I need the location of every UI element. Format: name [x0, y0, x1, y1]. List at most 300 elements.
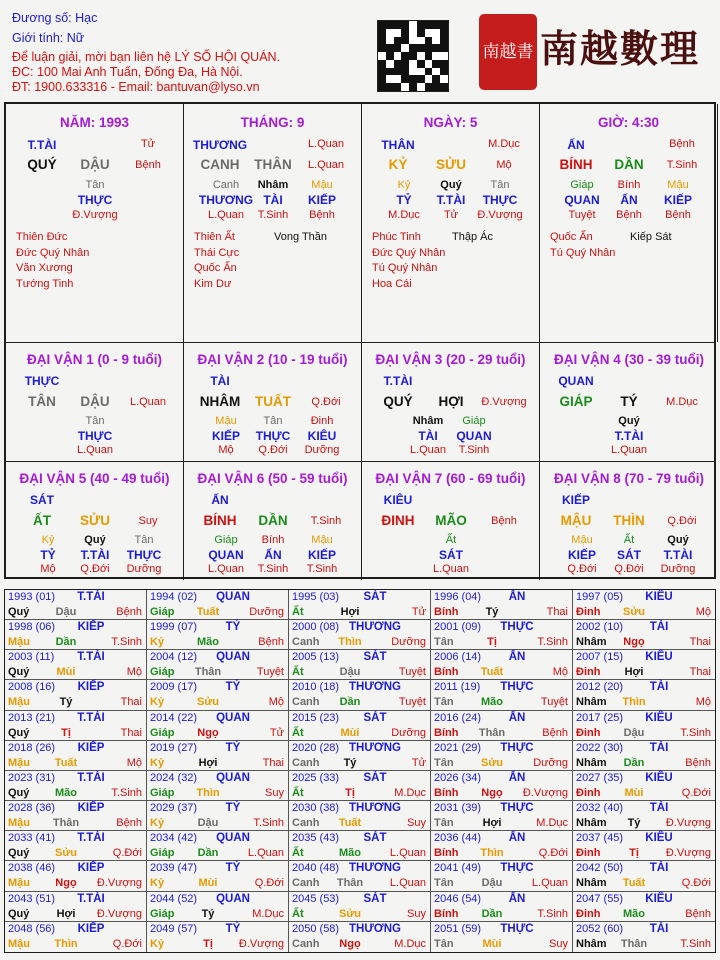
- year-god: QUAN: [216, 892, 250, 905]
- hidden-god: THỰC: [77, 193, 113, 207]
- year-label: 2025 (33): [292, 771, 340, 784]
- year-label: 2027 (35): [576, 771, 624, 784]
- year-god: KIÊU: [645, 651, 673, 664]
- year-label: 2007 (15): [576, 651, 624, 664]
- year-cell: [289, 680, 431, 710]
- annual-luck-grid: [4, 589, 716, 953]
- year-stem: Kỷ: [150, 636, 165, 649]
- year-stage: Bệnh: [258, 636, 284, 649]
- year-label: 1994 (02): [150, 591, 198, 603]
- pillar-stem-god: THƯƠNG: [192, 138, 248, 152]
- year-cell: [5, 892, 147, 922]
- year-god: ẤN: [508, 591, 526, 603]
- dai-van-god: THỰC: [24, 374, 60, 388]
- year-cell: [431, 620, 573, 650]
- year-branch: Dần: [55, 636, 77, 649]
- pillar-branch-stage: Bệnh: [135, 159, 161, 171]
- year-branch: Tị: [487, 636, 497, 649]
- year-stage: Tử: [411, 606, 426, 618]
- year-stage: Mộ: [552, 666, 568, 679]
- dai-van-1: [6, 343, 184, 461]
- year-god: TỶ: [225, 621, 241, 634]
- year-stage: T.Sinh: [111, 636, 142, 649]
- hidden-stage: T.Sinh: [257, 209, 289, 221]
- dai-van-stem: QUÝ: [383, 394, 413, 409]
- dv-hidden-stem: Tân: [263, 415, 283, 427]
- year-god: THƯƠNG: [349, 741, 401, 754]
- year-god: TỶ: [225, 862, 241, 875]
- hidden-stage: Bệnh: [665, 209, 691, 221]
- dai-van-stage: M.Dục: [666, 396, 698, 408]
- year-cell: [431, 741, 573, 771]
- year-branch: Mão: [623, 907, 645, 920]
- year-stage: Bệnh: [116, 817, 142, 830]
- year-cell: [147, 922, 289, 952]
- year-god: THỰC: [500, 681, 534, 694]
- god-star: Phúc Tinh: [372, 231, 421, 243]
- year-god: KIẾP: [77, 862, 105, 875]
- year-stem: Đinh: [576, 606, 601, 618]
- year-god: TỶ: [225, 741, 241, 754]
- year-stage: Dưỡng: [249, 606, 284, 618]
- dv-hidden-god: KIẾP: [567, 548, 597, 562]
- year-stem: Giáp: [150, 907, 175, 920]
- year-god: QUAN: [216, 711, 250, 724]
- dv-hidden-stem: Đinh: [310, 415, 334, 427]
- year-cell: [431, 590, 573, 620]
- dai-van-title: ĐẠI VẬN 5 (40 - 49 tuổi): [19, 471, 170, 486]
- year-stage: Thai: [120, 726, 142, 739]
- year-label: 1995 (03): [292, 591, 340, 603]
- dv-hidden-stage: Q.Đới: [567, 563, 597, 575]
- year-label: 2024 (32): [150, 771, 198, 784]
- year-god: QUAN: [216, 832, 250, 845]
- year-label: 2020 (28): [292, 741, 340, 754]
- dai-van-stem: NHÂM: [199, 394, 241, 409]
- year-stage: M.Dục: [536, 817, 568, 830]
- year-cell: [5, 590, 147, 620]
- year-branch: Hợi: [482, 817, 502, 830]
- year-cell: [573, 711, 715, 741]
- year-branch: Tý: [627, 817, 641, 830]
- year-cell: [147, 801, 289, 831]
- year-branch: Mão: [197, 636, 219, 649]
- year-label: 2045 (53): [292, 892, 340, 905]
- dv-hidden-god: T.TÀI: [80, 548, 110, 562]
- dai-van-2: [184, 343, 362, 461]
- brand-logo: 南越數理: [540, 26, 701, 71]
- year-branch: Tý: [201, 907, 215, 920]
- dv-hidden-stem: Kỷ: [41, 534, 55, 546]
- year-label: 2038 (46): [8, 862, 56, 875]
- hidden-stem: Tân: [85, 179, 105, 191]
- god-star: Kim Dư: [194, 277, 232, 290]
- year-stage: Q.Đới: [112, 937, 142, 950]
- dv-hidden-stem: Giáp: [214, 534, 238, 546]
- pillar-branch: THÂN: [254, 157, 292, 172]
- year-branch: Mùi: [340, 726, 360, 739]
- dai-van-8: [540, 462, 718, 580]
- dai-van-row: [6, 342, 714, 460]
- year-god: KIẾP: [77, 621, 105, 634]
- year-branch: Tuất: [338, 817, 362, 830]
- year-god: THƯƠNG: [349, 802, 401, 815]
- hidden-god: QUAN: [564, 193, 600, 207]
- year-branch: Tị: [345, 786, 355, 799]
- hidden-god: TÀI: [263, 193, 283, 207]
- year-stem: Đinh: [576, 666, 601, 679]
- year-stage: Bệnh: [685, 756, 711, 769]
- year-label: 2023 (31): [8, 771, 56, 784]
- dai-van-5: [6, 462, 184, 580]
- year-stem: Giáp: [150, 666, 175, 679]
- year-branch: Tuất: [480, 666, 504, 679]
- year-branch: Mùi: [482, 937, 502, 950]
- pillar-stem-stage: Tử: [140, 138, 156, 150]
- god-star: Vong Thần: [274, 231, 328, 243]
- year-stage: Tử: [411, 756, 426, 769]
- year-stem: Mậu: [8, 937, 30, 950]
- year-branch: Ngọ: [339, 937, 361, 950]
- year-cell: [5, 801, 147, 831]
- year-branch: Thân: [620, 937, 648, 950]
- dv-hidden-stem: Tân: [85, 415, 105, 427]
- year-label: 1999 (07): [150, 621, 198, 634]
- year-stage: T.Sinh: [680, 937, 711, 950]
- year-stage: T.Sinh: [537, 636, 568, 649]
- year-branch: Dần: [197, 847, 219, 860]
- god-star: Tú Quý Nhân: [372, 262, 438, 274]
- year-stage: Tuyệt: [540, 696, 568, 709]
- year-branch: Dần: [339, 696, 361, 709]
- year-stage: T.Sinh: [253, 817, 284, 830]
- dai-van-branch: TUẤT: [255, 394, 291, 409]
- year-label: 2036 (44): [434, 832, 482, 845]
- year-stem: Nhâm: [576, 696, 607, 709]
- hidden-stage: L.Quan: [207, 209, 245, 221]
- year-branch: Ngọ: [197, 726, 219, 739]
- dai-van-god: TÀI: [210, 374, 230, 388]
- year-stem: Ất: [292, 907, 304, 920]
- year-cell: [5, 741, 147, 771]
- hidden-stem: Mậu: [311, 179, 333, 191]
- dv-hidden-god: THỰC: [77, 429, 113, 443]
- year-stem: Đinh: [576, 907, 601, 920]
- dai-van-title: ĐẠI VẬN 6 (50 - 59 tuổi): [197, 471, 348, 486]
- year-stage: Thai: [546, 606, 568, 618]
- dv-hidden-stem: Quý: [667, 534, 689, 546]
- gods-left: [372, 230, 445, 292]
- dv-hidden-stem: Bính: [261, 534, 285, 546]
- dai-van-row: [6, 461, 714, 579]
- year-branch: Mão: [481, 696, 503, 709]
- year-label: 2022 (30): [576, 741, 624, 754]
- year-god: THƯƠNG: [349, 862, 401, 875]
- year-cell: [289, 801, 431, 831]
- year-stem: Ất: [292, 666, 304, 679]
- year-stem: Bính: [434, 606, 459, 618]
- pillar-branch: SỬU: [436, 157, 466, 172]
- year-stage: Đ.Vượng: [665, 847, 711, 860]
- hidden-stem: Bính: [617, 179, 641, 191]
- year-branch: Thìn: [54, 937, 78, 950]
- year-label: 2034 (42): [150, 832, 198, 845]
- year-stage: Thai: [689, 636, 711, 649]
- year-branch: Sửu: [480, 756, 504, 769]
- year-cell: [289, 861, 431, 891]
- god-star: Kiếp Sát: [630, 231, 672, 243]
- dai-van-title: ĐẠI VẬN 8 (70 - 79 tuổi): [553, 471, 705, 486]
- dv-hidden-stage: L.Quan: [432, 563, 470, 575]
- year-cell: [289, 831, 431, 861]
- year-stage: Đ.Vượng: [96, 907, 142, 920]
- dai-van-3: [362, 343, 540, 461]
- year-stem: Canh: [292, 696, 320, 709]
- dai-van-branch: SỬU: [80, 513, 110, 528]
- year-label: 2026 (34): [434, 771, 482, 784]
- year-stage: M.Dục: [394, 786, 426, 799]
- year-god: TÀI: [649, 802, 669, 815]
- year-stem: Ất: [292, 606, 304, 618]
- dai-van-title: ĐẠI VẬN 4 (30 - 39 tuổi): [553, 352, 705, 367]
- year-branch: Tý: [59, 696, 73, 709]
- hidden-stem: Canh: [212, 179, 240, 191]
- year-branch: Mùi: [198, 877, 218, 890]
- year-branch: Dậu: [55, 606, 77, 618]
- year-god: THƯƠNG: [349, 922, 401, 935]
- year-stage: Suy: [407, 907, 426, 920]
- year-label: 2001 (09): [434, 621, 482, 634]
- year-cell: [5, 620, 147, 650]
- year-cell: [147, 590, 289, 620]
- year-branch: Hợi: [624, 666, 644, 679]
- dai-van-stage: L.Quan: [129, 396, 167, 408]
- year-branch: Sửu: [622, 606, 646, 618]
- dv-hidden-god: SÁT: [439, 548, 463, 562]
- year-god: SÁT: [363, 771, 387, 784]
- year-cell: [5, 831, 147, 861]
- dv-hidden-stem: Ất: [623, 534, 635, 546]
- year-branch: Ngọ: [481, 786, 503, 799]
- year-cell: [147, 680, 289, 710]
- year-god: TÀI: [649, 621, 669, 634]
- year-branch: Thân: [52, 817, 80, 830]
- dai-van-title: ĐẠI VẬN 2 (10 - 19 tuổi): [197, 352, 348, 367]
- year-god: TÀI: [649, 862, 669, 875]
- year-stem: Tân: [434, 817, 454, 830]
- year-stem: Đinh: [576, 847, 601, 860]
- year-branch: Thân: [194, 666, 222, 679]
- dv-hidden-god: QUAN: [208, 548, 244, 562]
- year-cell: [573, 922, 715, 952]
- pillar-branch: DẬU: [80, 157, 110, 172]
- year-stem: Ất: [292, 726, 304, 739]
- year-cell: [573, 861, 715, 891]
- year-cell: [5, 861, 147, 891]
- year-stage: T.Sinh: [680, 726, 711, 739]
- year-cell: [5, 922, 147, 952]
- year-branch: Sửu: [54, 847, 78, 860]
- year-stage: Q.Đới: [112, 847, 142, 860]
- dv-hidden-stage: Q.Đới: [614, 563, 644, 575]
- dai-van-god: ẤN: [211, 493, 229, 507]
- year-label: 2010 (18): [292, 681, 340, 694]
- year-cell: [289, 650, 431, 680]
- dv-hidden-god: SÁT: [617, 548, 641, 562]
- dv-hidden-god: KIẾP: [211, 429, 241, 443]
- year-cell: [431, 922, 573, 952]
- god-star: Văn Xương: [16, 262, 73, 274]
- year-stem: Giáp: [150, 847, 175, 860]
- hidden-stem: Quý: [440, 179, 462, 191]
- god-star: Tướng Tinh: [16, 277, 74, 290]
- year-stage: Đ.Vượng: [665, 817, 711, 830]
- year-cell: [431, 831, 573, 861]
- year-branch: Mão: [55, 786, 77, 799]
- year-god: KIÊU: [645, 832, 673, 845]
- year-god: T.TÀI: [77, 832, 105, 845]
- dv-hidden-stem: Quý: [618, 415, 640, 427]
- year-stem: Ất: [292, 847, 304, 860]
- hidden-stage: Bệnh: [616, 209, 642, 221]
- pillar-4: [540, 104, 718, 342]
- contact-invite: Để luận giải, mời bạn liên hệ LÝ SỐ HỘI QUÁN.: [12, 50, 281, 64]
- year-stem: Canh: [292, 756, 320, 769]
- dai-van-stage: T.Sinh: [310, 515, 342, 527]
- dv-hidden-stem: Ất: [445, 534, 457, 546]
- dv-hidden-stage: Q.Đới: [258, 444, 288, 456]
- year-god: SÁT: [363, 711, 387, 724]
- god-star: Quốc Ấn: [550, 231, 593, 243]
- god-star: Đức Quý Nhân: [372, 246, 446, 259]
- hidden-stage: Bệnh: [309, 209, 335, 221]
- year-god: QUAN: [216, 651, 250, 664]
- hidden-stage: Đ.Vượng: [72, 209, 118, 221]
- year-label: 2008 (16): [8, 681, 56, 694]
- dai-van-stem: TÂN: [28, 394, 56, 409]
- year-branch: Hợi: [340, 606, 360, 618]
- dai-van-title: ĐẠI VẬN 7 (60 - 69 tuổi): [375, 471, 526, 486]
- year-branch: Dần: [623, 756, 645, 769]
- year-stage: T.Sinh: [537, 907, 568, 920]
- god-star: Thiên Ất: [194, 231, 235, 243]
- year-label: 1998 (06): [8, 621, 56, 634]
- year-label: 2049 (57): [150, 922, 198, 935]
- subject-gender: Giới tính: Nữ: [12, 31, 85, 45]
- year-label: 1993 (01): [8, 591, 56, 603]
- year-stage: Đ.Vượng: [238, 937, 284, 950]
- year-god: QUAN: [216, 771, 250, 784]
- year-stem: Quý: [8, 907, 30, 920]
- year-god: KIẾP: [77, 802, 105, 815]
- year-cell: [573, 650, 715, 680]
- year-cell: [431, 711, 573, 741]
- year-stage: L.Quan: [389, 847, 426, 860]
- dai-van-stage: Q.Đới: [311, 396, 341, 408]
- year-label: 2039 (47): [150, 862, 198, 875]
- god-star: Thiên Đức: [16, 231, 68, 243]
- hidden-stem: Giáp: [570, 179, 594, 191]
- year-cell: [573, 680, 715, 710]
- dai-van-stage: Bệnh: [491, 515, 517, 527]
- hidden-stem: Tân: [490, 179, 510, 191]
- year-label: 2019 (27): [150, 741, 198, 754]
- hidden-god: ẤN: [620, 193, 638, 207]
- gods-right: [630, 230, 672, 246]
- pillar-1: [6, 104, 184, 342]
- pillar-3: [362, 104, 540, 342]
- hidden-god: KIẾP: [307, 193, 337, 207]
- year-branch: Thân: [478, 726, 506, 739]
- year-stage: Mộ: [126, 666, 142, 679]
- year-branch: Mùi: [624, 786, 644, 799]
- year-label: 2042 (50): [576, 862, 624, 875]
- year-stage: Suy: [549, 937, 568, 950]
- year-label: 1997 (05): [576, 591, 624, 603]
- header: [0, 0, 720, 100]
- dai-van-6: [184, 462, 362, 580]
- hidden-god: THƯƠNG: [198, 193, 254, 207]
- pillar-stem-god: ẤN: [567, 138, 585, 152]
- year-god: KIẾP: [77, 681, 105, 694]
- dv-hidden-stage: L.Quan: [76, 444, 114, 456]
- dv-hidden-god: ẤN: [264, 548, 282, 562]
- year-label: 2046 (54): [434, 892, 482, 905]
- year-stem: Mậu: [8, 817, 30, 830]
- dai-van-god: KIÊU: [383, 493, 413, 507]
- dai-van-branch: DẬU: [80, 394, 110, 409]
- year-label: 2015 (23): [292, 711, 340, 724]
- pillar-stem-god: THÂN: [381, 138, 415, 152]
- dai-van-branch: HỢI: [438, 394, 464, 409]
- year-branch: Hợi: [198, 756, 218, 769]
- year-cell: [289, 892, 431, 922]
- year-branch: Mão: [339, 847, 361, 860]
- dv-hidden-stem: Nhâm: [412, 415, 444, 427]
- year-cell: [147, 650, 289, 680]
- year-cell: [431, 861, 573, 891]
- dv-hidden-stem: Giáp: [462, 415, 486, 427]
- year-label: 2029 (37): [150, 802, 198, 815]
- year-cell: [289, 771, 431, 801]
- year-label: 2048 (56): [8, 922, 56, 935]
- year-stem: Canh: [292, 817, 320, 830]
- dai-van-stem: BÍNH: [203, 513, 237, 528]
- year-label: 2012 (20): [576, 681, 624, 694]
- year-stage: Thai: [120, 696, 142, 709]
- god-star: Quốc Ấn: [194, 262, 237, 274]
- pillar-stem: QUÝ: [27, 157, 57, 172]
- dv-hidden-god: KIẾP: [307, 548, 337, 562]
- year-stage: Tử: [269, 726, 284, 739]
- year-god: T.TÀI: [77, 591, 105, 603]
- qr-code-icon[interactable]: [377, 20, 449, 92]
- year-branch: Tị: [203, 937, 213, 950]
- pillar-title: NĂM: 1993: [59, 115, 130, 130]
- year-god: SÁT: [363, 591, 387, 603]
- year-stem: Tân: [434, 636, 454, 649]
- dv-hidden-god: T.TÀI: [614, 429, 644, 443]
- year-cell: [431, 801, 573, 831]
- year-branch: Sửu: [196, 696, 220, 709]
- hidden-god: T.TÀI: [436, 193, 466, 207]
- year-cell: [147, 620, 289, 650]
- year-god: T.TÀI: [77, 892, 105, 905]
- year-stage: Dưỡng: [391, 636, 426, 649]
- year-label: 2013 (21): [8, 711, 56, 724]
- dv-hidden-stage: T.Sinh: [257, 563, 289, 575]
- pillar-title: NGÀY: 5: [423, 115, 478, 130]
